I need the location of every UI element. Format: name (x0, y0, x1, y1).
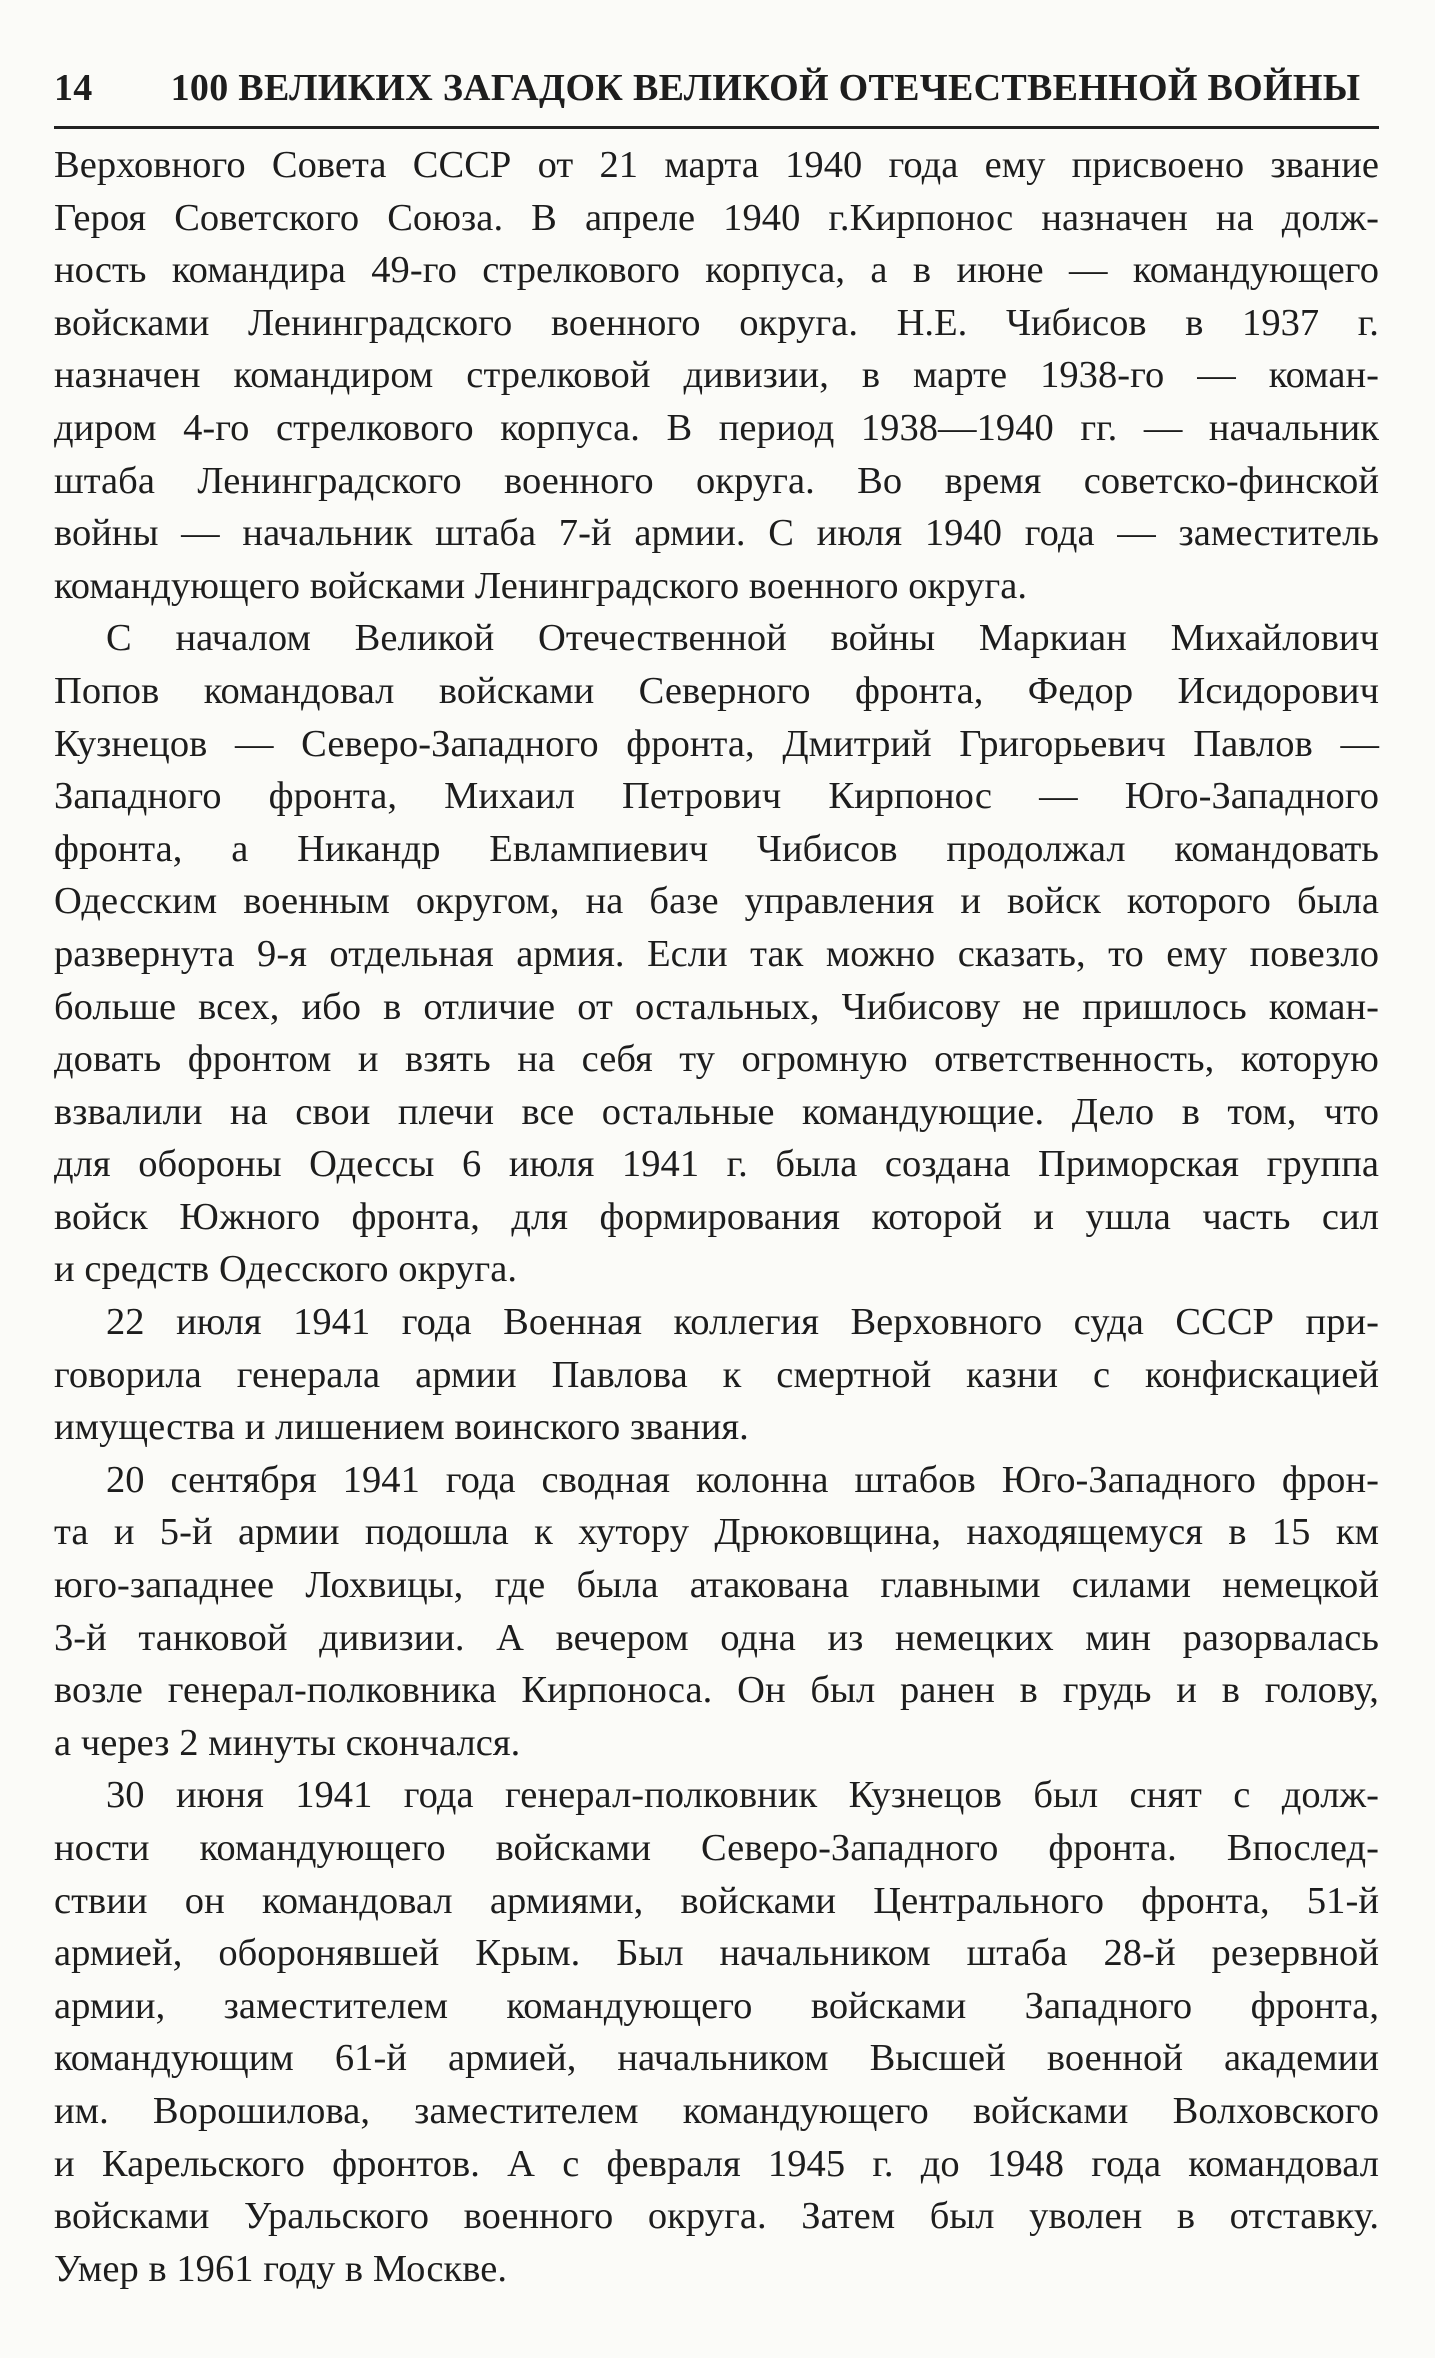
text-line: больше всех, ибо в отличие от остальных, Чибисову не пришлось коман- (54, 985, 1379, 1028)
running-head (54, 62, 1379, 114)
header-rule (54, 126, 1379, 129)
text-line: для обороны Одессы 6 июля 1941 г. была создана Приморская группа (54, 1143, 1379, 1186)
text-line: говорила генерала армии Павлова к смертной казни с конфискацией (54, 1353, 1379, 1396)
text-line: штаба Ленинградского военного округа. Во время советско-финской (54, 459, 1379, 502)
text-line: 22 июля 1941 года Военная коллегия Верховного суда СССР при- (106, 1301, 1379, 1344)
text-line: им. Ворошилова, заместителем командующего войсками Волховского (54, 2089, 1379, 2132)
text-line: имущества и лишением воинского звания. (54, 1406, 749, 1449)
text-line: 30 июня 1941 года генерал-полковник Кузнецов был снят с долж- (106, 1774, 1379, 1817)
paragraph-1 (54, 139, 1379, 612)
body-text (54, 139, 1379, 2295)
text-line: Умер в 1961 году в Москве. (54, 2247, 508, 2290)
text-line: фронта, а Никандр Евлампиевич Чибисов продолжал командовать (54, 827, 1379, 870)
paragraph-2 (54, 612, 1379, 1296)
text-line: довать фронтом и взять на себя ту огромную ответственность, которую (54, 1038, 1379, 1081)
page-number: 14 (54, 67, 93, 109)
book-title: 100 ВЕЛИКИХ ЗАГАДОК ВЕЛИКОЙ ОТЕЧЕСТВЕННОЙ ВОЙНЫ (170, 67, 1361, 109)
text-line: командующим 61-й армией, начальником Высшей военной академии (54, 2037, 1379, 2080)
text-line: Западного фронта, Михаил Петрович Кирпонос — Юго-Западного (54, 775, 1379, 818)
text-line: назначен командиром стрелковой дивизии, в марте 1938-го — коман- (54, 354, 1379, 397)
text-line: и средств Одесского округа. (54, 1248, 518, 1291)
text-line: та и 5-й армии подошла к хутору Дрюковщина, находящемуся в 15 км (54, 1511, 1379, 1554)
text-line: возле генерал-полковника Кирпоноса. Он был ранен в грудь и в голову, (54, 1669, 1379, 1712)
paragraph-3 (54, 1296, 1379, 1454)
text-line: войсками Уральского военного округа. Затем был уволен в отставку. (54, 2195, 1379, 2238)
text-line: Попов командовал войсками Северного фронта, Федор Исидорович (54, 669, 1379, 712)
text-line: Героя Советского Союза. В апреле 1940 г.Кирпонос назначен на долж- (54, 196, 1379, 239)
text-line: ствии он командовал армиями, войсками Центрального фронта, 51-й (54, 1879, 1379, 1922)
text-line: Верховного Совета СССР от 21 марта 1940 года ему присвоено звание (54, 144, 1379, 186)
text-line: 3-й танковой дивизии. А вечером одна из немецких мин разорвалась (54, 1616, 1379, 1659)
text-line: ности командующего войсками Северо-Западного фронта. Впослед- (54, 1827, 1379, 1869)
text-line: Одесским военным округом, на базе управления и войск которого была (54, 880, 1379, 923)
text-line: 20 сентября 1941 года сводная колонна штабов Юго-Западного фрон- (106, 1458, 1379, 1501)
text-line: войск Южного фронта, для формирования которой и ушла часть сил (54, 1195, 1379, 1238)
text-line: и Карельского фронтов. А с февраля 1945 г. до 1948 года командовал (54, 2142, 1379, 2185)
paragraph-4 (54, 1454, 1379, 1770)
paragraph-5 (54, 1769, 1379, 2295)
text-line: войны — начальник штаба 7-й армии. С июля 1940 года — заместитель (54, 512, 1379, 555)
text-line: С началом Великой Отечественной войны Маркиан Михайлович (106, 617, 1379, 660)
text-line: войсками Ленинградского военного округа. Н.Е. Чибисов в 1937 г. (54, 301, 1379, 344)
text-line: диром 4-го стрелкового корпуса. В период 1938—1940 гг. — начальник (54, 406, 1379, 449)
text-line: юго-западнее Лохвицы, где была атакована главными силами немецкой (54, 1564, 1379, 1607)
text-line: армией, оборонявшей Крым. Был начальником штаба 28-й резервной (54, 1932, 1379, 1975)
text-line: развернута 9-я отдельная армия. Если так можно сказать, то ему повезло (54, 932, 1379, 975)
text-line: командующего войсками Ленинградского военного округа. (54, 564, 1028, 607)
text-line: армии, заместителем командующего войсками Западного фронта, (54, 1984, 1379, 2027)
text-line: Кузнецов — Северо-Западного фронта, Дмитрий Григорьевич Павлов — (54, 722, 1379, 765)
text-line: взвалили на свои плечи все остальные командующие. Дело в том, что (54, 1090, 1379, 1133)
text-line: ность командира 49-го стрелкового корпуса, а в июне — командующего (54, 249, 1379, 292)
text-line: а через 2 минуты скончался. (54, 1721, 521, 1764)
